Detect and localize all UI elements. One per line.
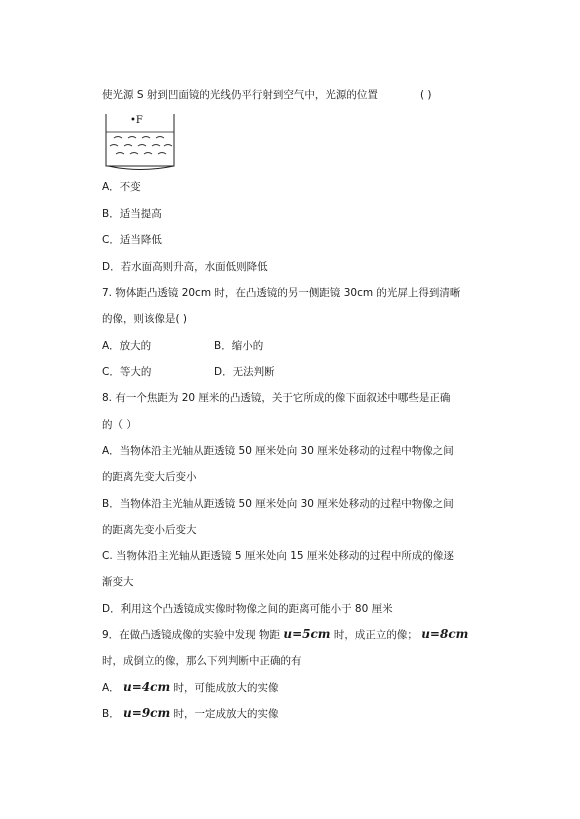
- concave-mirror-water-diagram: [104, 112, 182, 174]
- q9-math-u8: u=8cm: [421, 627, 469, 641]
- q8-stem-line1: 8. 有一个焦距为 20 厘米的凸透镜，关于它所成的像下面叙述中哪些是正确: [102, 392, 451, 404]
- q9-stem-part2: 时，成正立的像；: [330, 629, 422, 641]
- q7-option-a: A．放大的: [102, 340, 152, 352]
- q7-option-b: B．缩小的: [214, 340, 264, 352]
- q7-option-c: C．等大的: [102, 366, 152, 378]
- q6-option-c: C．适当降低: [102, 234, 162, 246]
- q7-stem-line2: 的像，则该像是( ): [102, 313, 188, 325]
- q6-option-d: D．若水面高则升高，水面低则降低: [102, 261, 268, 273]
- q8-stem-line2: 的（ ）: [102, 419, 137, 431]
- q9-math-u5: u=5cm: [283, 627, 331, 641]
- q9-option-b-text: 时，一定成放大的实像: [170, 708, 279, 720]
- q9-option-a-math: u=4cm: [123, 680, 171, 694]
- q9-stem-part1: 9．在做凸透镜成像的实验中发现 物距: [102, 629, 284, 641]
- q9-option-b-math: u=9cm: [123, 706, 171, 720]
- q8-option-a-line2: 的距离先变大后变小: [102, 471, 197, 483]
- q8-option-c-line2: 渐变大: [102, 576, 134, 588]
- q9-option-a-text: 时，可能成放大的实像: [170, 682, 279, 694]
- q6-option-a: A．不变: [102, 181, 141, 193]
- q9-stem-line2: 时，成倒立的像，那么下列判断中正确的有: [102, 655, 302, 667]
- q9-option-b: [102, 706, 279, 721]
- q9-option-b-prefix: B．: [102, 708, 124, 720]
- q9-option-a-prefix: A．: [102, 682, 124, 694]
- q7-stem-line1: 7. 物体距凸透镜 20cm 时，在凸透镜的另一侧距镜 30cm 的光屏上得到清晰: [102, 287, 461, 299]
- q9-option-a: [102, 680, 279, 695]
- q6-stem: 使光源 S 射到凹面镜的光线仍平行射到空气中，光源的位置: [102, 89, 378, 101]
- q8-option-d: D．利用这个凸透镜成实像时物像之间的距离可能小于 80 厘米: [102, 603, 393, 615]
- q8-option-c-line1: C. 当物体沿主光轴从距透镜 5 厘米处向 15 厘米处移动的过程中所成的像逐: [102, 550, 454, 562]
- q6-option-b: B．适当提高: [102, 208, 162, 220]
- q6-answer-parentheses: ( ): [420, 89, 432, 101]
- focus-label: •F: [130, 115, 143, 126]
- q9-stem-line1: [102, 627, 468, 642]
- q8-option-a-line1: A．当物体沿主光轴从距透镜 50 厘米处向 30 厘米处移动的过程中物像之间: [102, 445, 454, 457]
- q8-option-b-line1: B．当物体沿主光轴从距透镜 50 厘米处向 30 厘米处移动的过程中物像之间: [102, 498, 454, 510]
- q7-option-d: D．无法判断: [214, 366, 275, 378]
- q8-option-b-line2: 的距离先变小后变大: [102, 524, 197, 536]
